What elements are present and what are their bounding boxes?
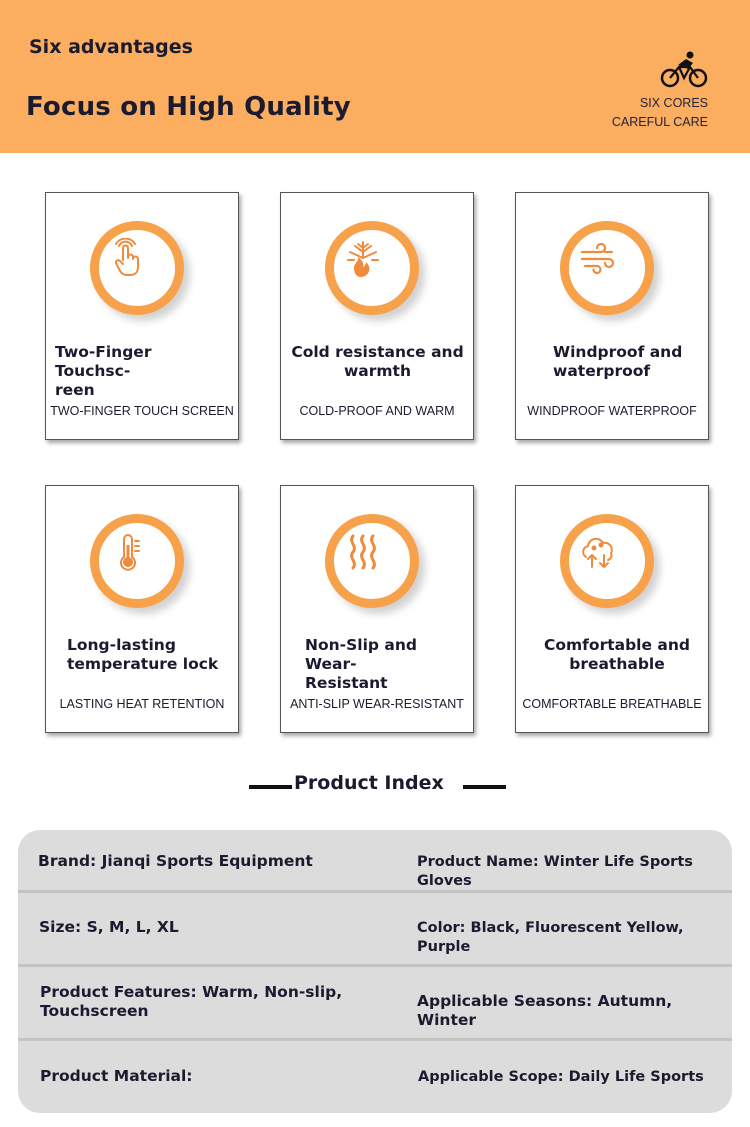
touch-hand-icon [107,238,149,280]
table-row [18,893,732,967]
icon-ring [325,221,419,315]
icon-ring [90,221,184,315]
table-row [18,830,732,893]
product-index-table [18,830,732,1113]
brand-line-1: SIX CORES [639,96,708,110]
color-cell: Color: Black, Fluorescent Yellow, Purple [417,920,684,955]
thermometer-icon [107,531,149,573]
feature-subtitle: COMFORTABLE BREATHABLE [522,697,702,711]
breathable-air-icon [577,531,619,573]
divider-left [249,785,292,789]
brand-cell: Brand: Jianqi Sports Equipment [38,852,313,870]
icon-ring [560,221,654,315]
feature-title: Long-lasting temperature lock [67,636,219,673]
feature-card-windproof [515,192,709,440]
heat-waves-icon [342,531,384,573]
material-cell: Product Material: [40,1067,193,1085]
feature-subtitle: WINDPROOF WATERPROOF [527,404,697,418]
feature-subtitle: ANTI-SLIP WEAR-RESISTANT [290,697,464,711]
product-index-title: Product Index [294,772,444,794]
header-banner [0,0,750,153]
icon-ring [560,514,654,608]
section-eyebrow: Six advantages [29,36,193,58]
features-cell: Product Features: Warm, Non-slip, Touchscreen [40,983,343,1020]
feature-card-cold-resistance [280,192,474,440]
feature-card-non-slip [280,485,474,733]
icon-ring [325,514,419,608]
cyclist-icon [660,50,708,88]
table-row [18,967,732,1041]
divider-right [463,785,506,789]
page-title: Focus on High Quality [26,92,351,122]
icon-ring [90,514,184,608]
feature-title: Windproof and waterproof [553,343,683,380]
feature-subtitle: COLD-PROOF AND WARM [299,404,455,418]
feature-card-touchscreen [45,192,239,440]
feature-title: Cold resistance and warmth [291,343,464,380]
brand-badge [598,50,708,132]
scope-cell: Applicable Scope: Daily Life Sports [418,1069,704,1085]
feature-title: Two-Finger Touchsc- reen [55,343,152,399]
product-name-cell: Product Name: Winter Life Sports Gloves [417,854,693,889]
snowflake-fire-icon [342,238,384,280]
size-cell: Size: S, M, L, XL [39,918,179,936]
seasons-cell: Applicable Seasons: Autumn, Winter [417,992,673,1029]
product-index-heading [0,770,750,800]
table-row [18,1041,732,1113]
brand-line-2: CAREFUL CARE [611,115,708,129]
feature-title: Comfortable and breathable [544,636,690,673]
feature-subtitle: TWO-FINGER TOUCH SCREEN [50,404,234,418]
feature-card-temperature-lock [45,485,239,733]
feature-title: Non-Slip and Wear- Resistant [305,636,417,692]
feature-subtitle: LASTING HEAT RETENTION [59,697,225,711]
feature-card-breathable [515,485,709,733]
wind-icon [577,238,619,280]
